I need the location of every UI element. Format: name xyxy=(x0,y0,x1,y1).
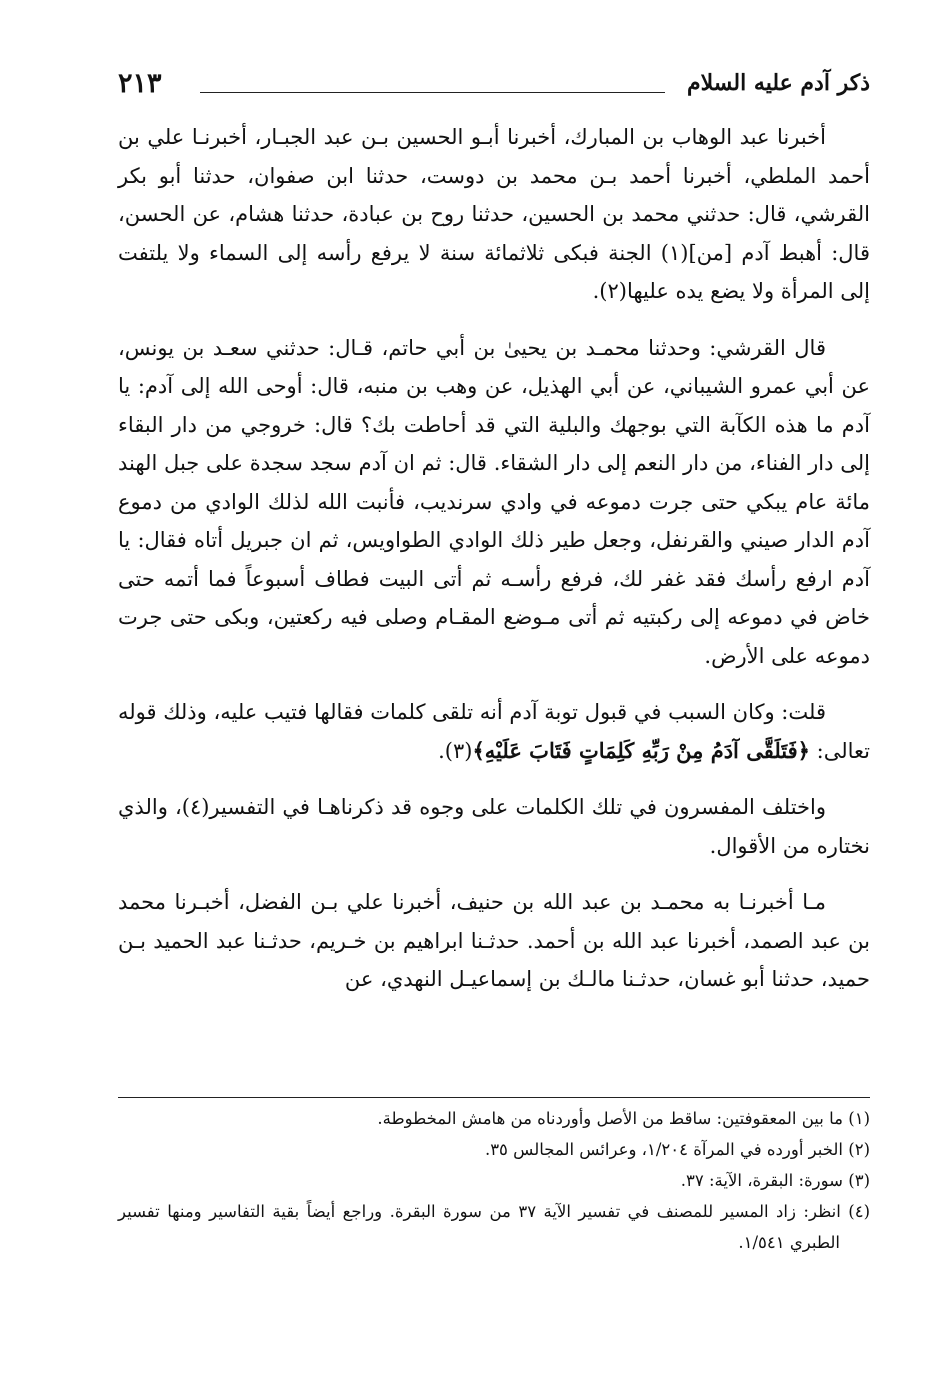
paragraph-2: قال القرشي: وحدثنا محمـد بن يحيىٰ بن أبي حاتم، قـال: حدثني سعـد بن يونس، عن أبي عمرو الشيباني، عن أبي الهذيل، عن وهب بن منبه، قال: أوحى الله إلى آدم: يا آدم ما هذه الكآبة التي بوجهك والبلية التي قد أحاطت بك؟ قال: خروجي من دار البقاء إلى دار الفناء، من دار النعم إلى دار الشقاء. قال: ثم ان آدم سجد سجدة على جبل الهند مائة عام يبكي حتى جرت دموعه في وادي سرنديب، فأنبت الله لذلك الوادي من دموع آدم الدار صيني والقرنفل، وجعل طير ذلك الوادي الطواويس، ثم ان جبريل أتاه فقال: يا آدم ارفع رأسك فقد غفر لك، فرفع رأسـه ثم أتى البيت فطاف أسبوعاً فما أتمه حتى خاض في دموعه إلى ركبتيه ثم أتى مـوضع المقـام وصلى فيه ركعتين، وبكى حتى جرت دموعه على الأرض. xyxy=(118,335,870,668)
footnotes xyxy=(118,1103,870,1258)
paragraph-1: أخبرنا عبد الوهاب بن المبارك، أخبرنا أبـو الحسين بـن عبد الجبـار، أخبرنـا علي بن أحمد الملطي، أخبرنا أحمد بـن محمد بن دوست، حدثنا ابن صفوان، حدثنا أبو بكر القرشي، قال: حدثني محمد بن الحسين، حدثنا روح بن عبادة، حدثنا هشام، عن الحسن، قال: أهبط آدم [من](١) الجنة فبكى ثلاثمائة سنة لا يرفع رأسه إلى السماء ولا يلتفت إلى المرأة ولا يضع يده عليها(٢). xyxy=(118,125,870,303)
header-rule xyxy=(200,92,665,93)
page-header xyxy=(118,62,870,112)
footnote-1: (١) ما بين المعقوفتين: ساقط من الأصل وأوردناه من هامش المخطوطة. xyxy=(377,1109,870,1128)
qul-text: قلت: وكان السبب في قبول توبة آدم أنه تلقى كلمات فقالها فتيب عليه، وذلك قوله تعالى: xyxy=(117,700,870,763)
page-number: ٢١٣ xyxy=(118,68,162,99)
footnote-2: (٢) الخبر أورده في المرآة ١/٢٠٤، وعرائس المجالس ٣٥. xyxy=(484,1140,870,1159)
body-text xyxy=(118,118,870,999)
paragraph-4: واختلف المفسرون في تلك الكلمات على وجوه قد ذكرناهـا في التفسير(٤)، والذي نختاره من الأقوال. xyxy=(118,795,870,858)
paragraph-5: مـا أخبرنـا به محمـد بن عبد الله بن حنيف، أخبرنا علي بـن الفضل، أخبـرنا محمد بن عبد الصمد، أخبرنا عبد الله بن أحمد. حدثـنا ابراهيم بن خـريم، حدثـنا عبد الحميد بـن حميد، حدثنا أبو غسان، حدثـنا مالـك بن إسماعيـل النهدي، عن xyxy=(118,890,870,991)
footnote-3: (٣) سورة: البقرة، الآية: ٣٧. xyxy=(680,1171,870,1190)
footnote-4: (٤) انظر: زاد المسير للمصنف في تفسير الآية ٣٧ من سورة البقرة. وراجع أيضاً بقية التفاسير ومنها تفسير الطبري ١/٥٤١. xyxy=(118,1202,870,1252)
qul-footnote-ref: (٣). xyxy=(438,738,473,763)
running-title: ذكر آدم عليه السلام xyxy=(687,70,870,96)
paragraph-qul xyxy=(118,693,870,770)
quran-verse: ﴿فَتَلَقَّى آدَمُ مِنْ رَبِّهِ كَلِمَاتٍ فَتَابَ عَلَيْهِ﴾ xyxy=(472,737,810,763)
footnote-separator xyxy=(118,1097,870,1098)
